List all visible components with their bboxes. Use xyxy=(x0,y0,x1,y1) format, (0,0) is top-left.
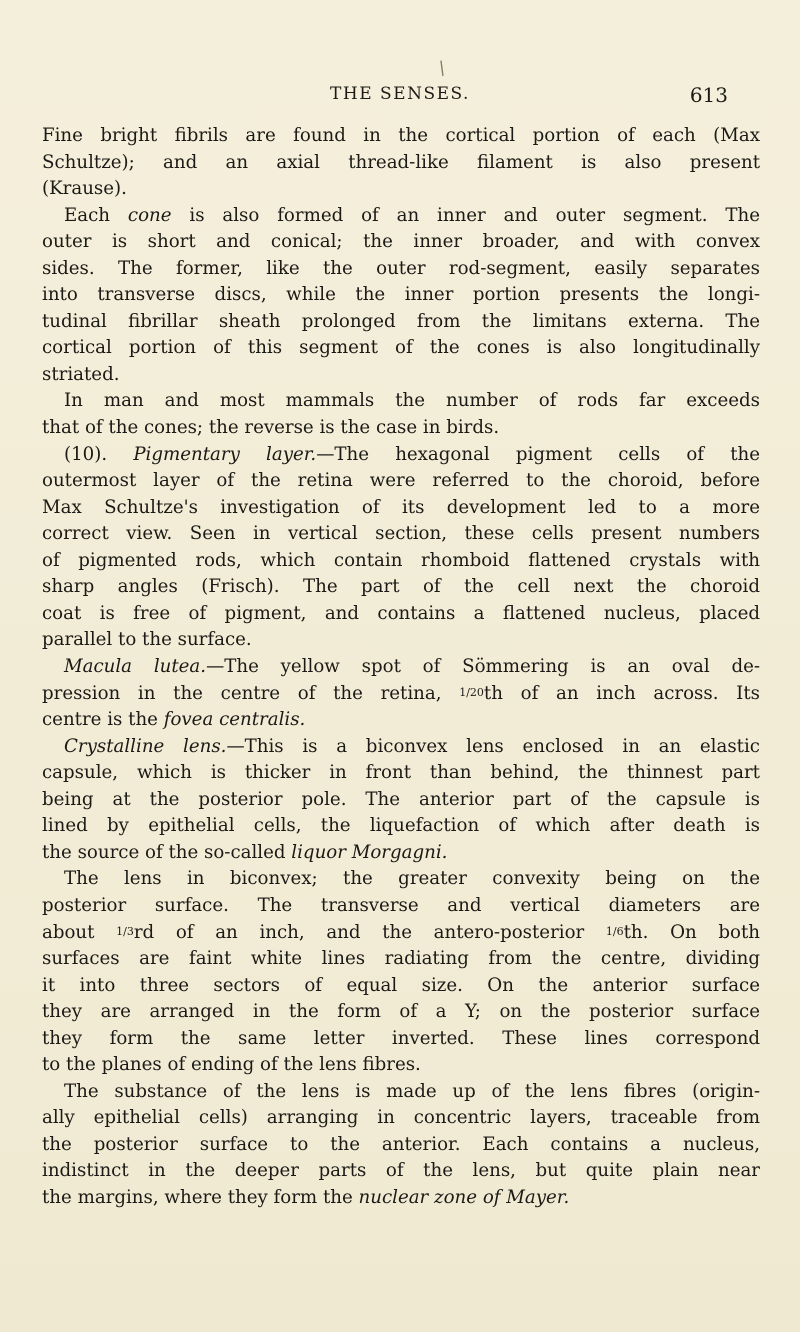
text-line: they form the same letter inverted. These lines correspond xyxy=(42,1027,760,1049)
text-line: ally epithelial cells) arranging in concentric layers, traceable from xyxy=(42,1107,760,1129)
fraction: 1/20 xyxy=(459,686,484,700)
body-text xyxy=(42,123,760,1211)
text-span: the source of the so-called xyxy=(42,841,292,863)
text-line: they are arranged in the form of a Y; on the posterior surface xyxy=(42,1001,760,1023)
text-span: Each xyxy=(64,204,128,226)
text-line: sharp angles (Frisch). The part of the cell next the choroid xyxy=(42,576,760,598)
running-head: THE SENSES. xyxy=(330,84,470,104)
text-span: pression in the centre of the retina, xyxy=(42,683,460,705)
text-line: that of the cones; the reverse is the case in birds. xyxy=(42,417,500,439)
text-line xyxy=(42,654,760,681)
text-line: Fine bright fibrils are found in the cortical portion of each (Max xyxy=(42,125,760,146)
text-line: coat is free of pigment, and contains a flattened nucleus, placed xyxy=(42,602,760,624)
text-line: indistinct in the deeper parts of the lens, but quite plain near xyxy=(42,1160,760,1182)
text-line: striated. xyxy=(42,363,120,385)
text-line: cortical portion of this segment of the cones is also longitudinally xyxy=(42,337,760,359)
text-line: tudinal fibrillar sheath prolonged from the limitans externa. The xyxy=(42,310,760,332)
text-line: correct view. Seen in vertical section, these cells present numbers xyxy=(42,523,760,545)
text-line xyxy=(42,442,760,469)
italic-heading: Pigmentary layer. xyxy=(133,443,317,465)
text-span: —The yellow spot of Sömmering is an oval de- xyxy=(206,655,760,677)
text-line: lined by epithelial cells, the liquefaction of which after death is xyxy=(42,815,760,837)
text-line xyxy=(42,734,760,761)
text-line: In man and most mammals the number of rods far exceeds xyxy=(64,390,760,412)
text-span: about xyxy=(42,922,117,944)
fraction: 1/3 xyxy=(116,925,134,939)
text-line xyxy=(42,840,760,867)
text-line: The substance of the lens is made up of the lens fibres (origin- xyxy=(64,1080,760,1102)
text-span: centre is the xyxy=(42,709,164,731)
text-line: into transverse discs, while the inner portion presents the longi- xyxy=(42,284,760,306)
italic-term: liquor Morgagni. xyxy=(291,841,448,863)
text-line: outer is short and conical; the inner broader, and with convex xyxy=(42,231,760,253)
text-line: surfaces are faint white lines radiating from the centre, dividing xyxy=(42,947,760,969)
text-line xyxy=(42,680,760,707)
text-span: —The hexagonal pigment cells of the xyxy=(316,443,761,465)
text-line: (Krause). xyxy=(42,178,127,200)
text-line: posterior surface. The transverse and vertical diameters are xyxy=(42,894,760,916)
fraction: 1/6 xyxy=(605,925,624,939)
text-line: sides. The former, like the outer rod-segment, easily separates xyxy=(42,257,760,279)
text-span: is also formed of an inner and outer segment. The xyxy=(171,204,760,226)
italic-term: nuclear zone of Mayer. xyxy=(358,1186,570,1208)
text-line: parallel to the surface. xyxy=(42,629,252,651)
text-line xyxy=(42,1185,760,1212)
text-span: th of an inch across. Its xyxy=(483,683,760,705)
italic-term: fovea centralis. xyxy=(163,709,306,731)
text-line: to the planes of ending of the lens fibres. xyxy=(42,1054,421,1076)
italic-heading: Macula lutea. xyxy=(64,655,207,677)
text-line: capsule, which is thicker in front than behind, the thinnest part xyxy=(42,762,760,784)
text-line xyxy=(42,919,760,946)
text-line: the posterior surface to the anterior. Each contains a nucleus, xyxy=(42,1133,760,1155)
text-line: of pigmented rods, which contain rhomboid flattened crystals with xyxy=(42,549,760,571)
page-number: 613 xyxy=(689,83,728,107)
text-line: The lens in biconvex; the greater convexity being on the xyxy=(64,868,760,890)
text-line: being at the posterior pole. The anterior part of the capsule is xyxy=(42,788,760,810)
text-line: it into three sectors of equal size. On the anterior surface xyxy=(42,974,760,996)
text-line: Max Schultze's investigation of its development led to a more xyxy=(42,496,760,518)
italic-term: cone xyxy=(127,204,172,226)
italic-heading: Crystalline lens. xyxy=(64,735,227,757)
text-span: th. On both xyxy=(623,922,760,944)
text-line xyxy=(42,707,760,734)
text-span: rd of an inch, and the antero-posterior xyxy=(133,922,606,944)
pencil-mark: / xyxy=(434,57,450,80)
text-span: —This is a biconvex lens enclosed in an elastic xyxy=(226,735,760,757)
text-line: outermost layer of the retina were referred to the choroid, before xyxy=(42,470,760,492)
text-line xyxy=(42,203,760,230)
text-span: the margins, where they form the xyxy=(42,1186,359,1208)
text-line: Schultze); and an axial thread-like filament is also present xyxy=(42,151,760,173)
text-span: (10). xyxy=(64,443,134,465)
